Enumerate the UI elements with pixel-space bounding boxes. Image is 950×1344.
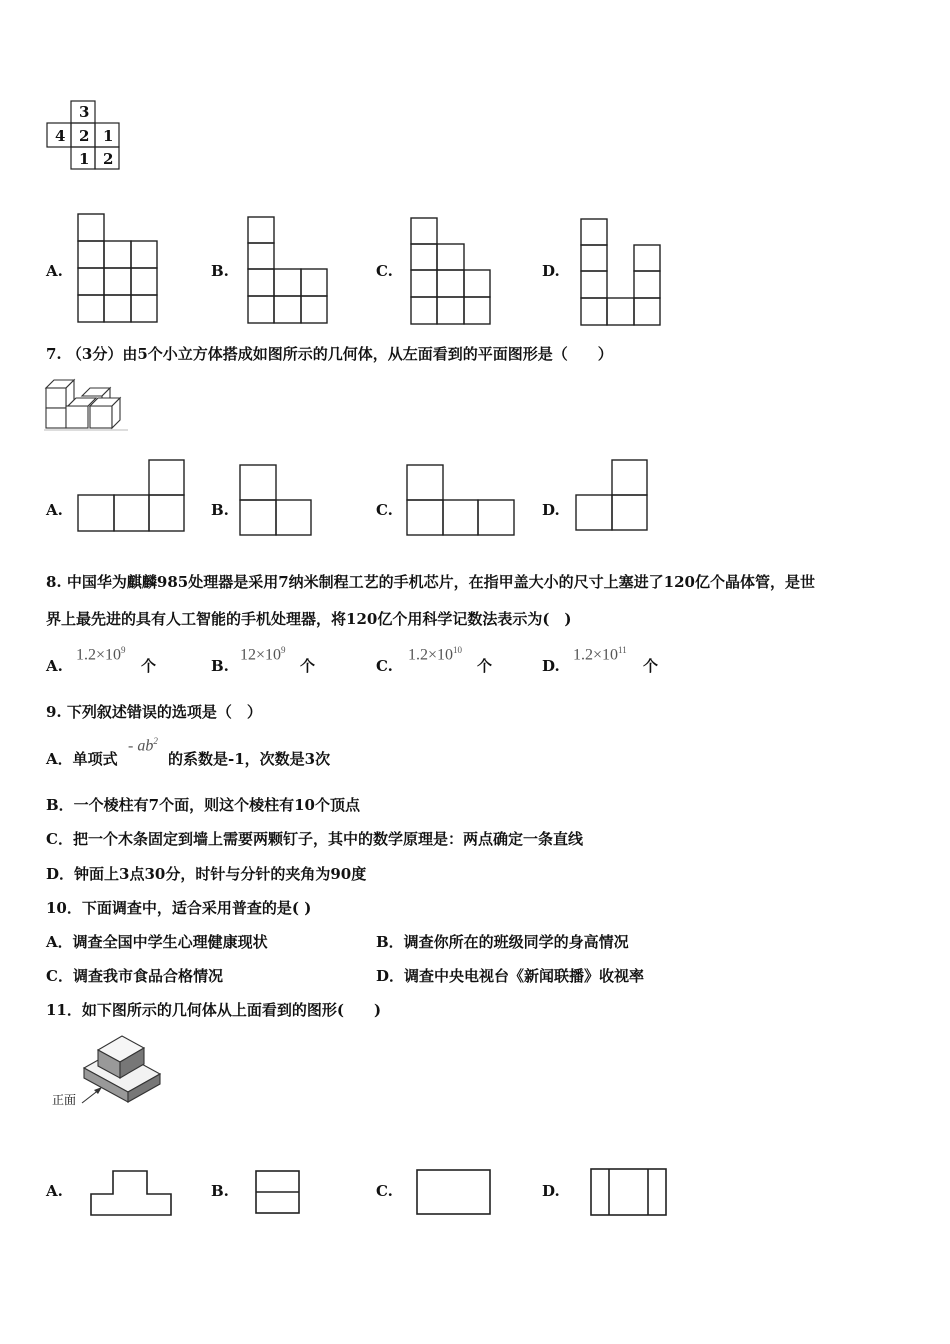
q9-option-d[interactable]: D．钟面上3点30分，时针与分针的夹角为90度 — [46, 865, 367, 883]
q9-option-a-rest: 的系数是-1，次数是3次 — [168, 750, 331, 768]
q8-option-d-unit: 个 — [643, 657, 659, 675]
q8-question-line2: 界上最先进的具有人工智能的手机处理器，将120亿个用科学记数法表示为( ) — [46, 610, 572, 628]
q11-option-c-figure[interactable] — [414, 1167, 494, 1219]
q11-option-a-figure[interactable] — [88, 1168, 176, 1220]
q10-option-d[interactable]: D．调查中央电视台《新闻联播》收视率 — [376, 967, 645, 985]
q6-option-a-label[interactable]: A. — [46, 262, 63, 280]
q7-option-b-label[interactable]: B. — [211, 501, 229, 519]
q11-option-b-figure[interactable] — [253, 1168, 303, 1218]
q8-option-b-label[interactable]: B. — [211, 657, 229, 675]
q6-option-b-figure[interactable] — [246, 215, 330, 325]
grid-number: 1 — [79, 150, 90, 168]
q6-option-d-label[interactable]: D. — [542, 262, 560, 280]
q11-option-d-figure[interactable] — [588, 1166, 670, 1220]
q8-option-b-unit: 个 — [300, 657, 316, 675]
q8-option-c-label[interactable]: C. — [376, 657, 393, 675]
q8-option-a-unit: 个 — [141, 657, 157, 675]
q9-option-c[interactable]: C．把一个木条固定到墙上需要两颗钉子，其中的数学原理是：两点确定一条直线 — [46, 830, 583, 848]
q8-option-d-value: $1.2\times 10^{11}$ — [573, 645, 627, 664]
q8-option-c-value: $1.2\times 10^{10}$ — [408, 645, 463, 664]
q8-option-a-value: $1.2\times 10^9$ — [76, 645, 126, 664]
q10-question-text: 10．下面调查中，适合采用普查的是( ) — [46, 899, 312, 917]
q11-option-b-label[interactable]: B. — [211, 1182, 229, 1200]
grid-number: 4 — [55, 127, 66, 145]
q11-option-c-label[interactable]: C. — [376, 1182, 393, 1200]
q7-cube-figure — [44, 374, 130, 432]
q10-option-c[interactable]: C．调查我市食品合格情况 — [46, 967, 223, 985]
q6-option-c-label[interactable]: C. — [376, 262, 393, 280]
grid-number: 2 — [79, 127, 90, 145]
q7-option-c-label[interactable]: C. — [376, 501, 393, 519]
q6-option-c-figure[interactable] — [409, 216, 493, 326]
q8-option-b-value: $12\times 10^9$ — [240, 645, 286, 664]
q9-question-text: 9. 下列叙述错误的选项是（ ） — [46, 703, 262, 721]
q6-option-b-label[interactable]: B. — [211, 262, 229, 280]
q7-option-b-figure[interactable] — [238, 463, 318, 539]
q7-option-d-figure[interactable] — [574, 458, 654, 534]
grid-number: 3 — [79, 103, 90, 121]
q9-option-a-monomial: - $ab^2$ — [128, 736, 158, 755]
q11-front-label: 正面 — [52, 1093, 77, 1107]
q10-option-b[interactable]: B．调查你所在的班级同学的身高情况 — [376, 933, 629, 951]
q11-front-arrow-icon — [80, 1085, 106, 1105]
q6-option-d-figure[interactable] — [579, 217, 663, 327]
q9-option-a-label: A．单项式 — [46, 750, 118, 768]
grid-number: 1 — [103, 127, 114, 145]
q7-question-text: 7. （3分）由5个小立方体搭成如图所示的几何体，从左面看到的平面图形是（ ） — [46, 345, 613, 363]
q9-option-b[interactable]: B．一个棱柱有7个面，则这个棱柱有10个顶点 — [46, 796, 360, 814]
q11-option-d-label[interactable]: D. — [542, 1182, 560, 1200]
q8-question-line1: 8. 中国华为麒麟985处理器是采用7纳米制程工艺的手机芯片，在指甲盖大小的尺寸上塞进了120亿个晶体管，是世 — [46, 573, 815, 591]
q8-option-a-label[interactable]: A. — [46, 657, 63, 675]
q11-question-text: 11．如下图所示的几何体从上面看到的图形( ) — [46, 1001, 382, 1019]
q9-option-a[interactable] — [46, 749, 118, 769]
q7-option-d-label[interactable]: D. — [542, 501, 560, 519]
q7-option-c-figure[interactable] — [405, 463, 519, 539]
q10-option-a[interactable]: A．调查全国中学生心理健康现状 — [46, 933, 268, 951]
q8-option-c-unit: 个 — [477, 657, 493, 675]
q6-option-a-figure[interactable] — [76, 212, 160, 324]
q7-option-a-figure[interactable] — [76, 458, 190, 534]
q6-top-view-grid — [46, 100, 122, 170]
q7-option-a-label[interactable]: A. — [46, 501, 63, 519]
q8-option-d-label[interactable]: D. — [542, 657, 560, 675]
q11-option-a-label[interactable]: A. — [46, 1182, 63, 1200]
grid-number: 2 — [103, 150, 114, 168]
